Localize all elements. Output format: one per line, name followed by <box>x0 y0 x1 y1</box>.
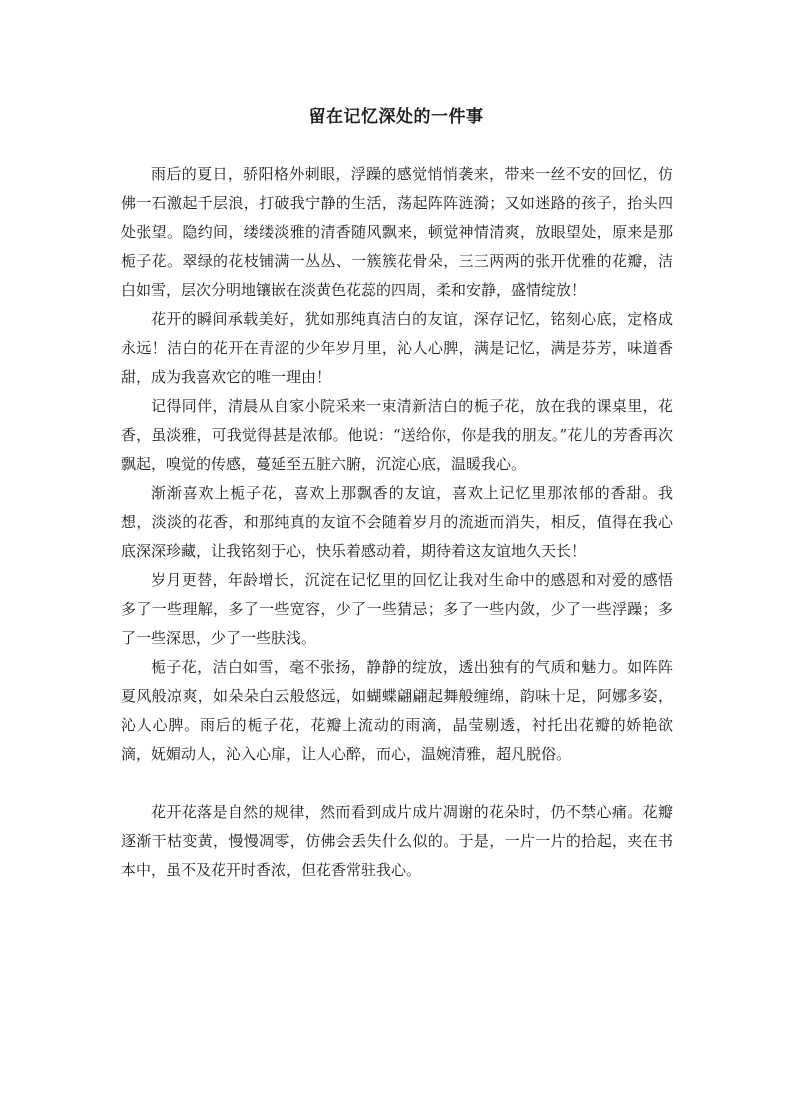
page-title: 留在记忆深处的一件事 <box>308 107 484 127</box>
article-body <box>121 160 673 885</box>
paragraph-2: 花开的瞬间承载美好，犹如那纯真洁白的友谊，深存记忆，铭刻心底，定格成永远！洁白的花开在青涩的少年岁月里，沁人心脾，满是记忆，满是芬芳，味道香甜，成为我喜欢它的唯一理由！ <box>121 310 673 386</box>
paragraph-3: 记得同伴，清晨从自家小院采来一束清新洁白的栀子花，放在我的课桌里，花香，虽淡雅，可我觉得甚是浓郁。他说：“送给你，你是我的朋友。”花儿的芳香再次飘起，嗅觉的传感，蔓延至五脏六腑，沉淀心底，温暖我心。 <box>121 397 673 473</box>
paragraph-6: 栀子花，洁白如雪，毫不张扬，静静的绽放，透出独有的气质和魅力。如阵阵夏风般凉爽，如朵朵白云般悠远，如蝴蝶翩翩起舞般缠绵，韵味十足，阿娜多姿，沁人心脾。雨后的栀子花，花瓣上流动的雨滴，晶莹剔透，衬托出花瓣的娇艳欲滴，妩媚动人，沁入心扉，让人心醉，而心，温婉清雅，超凡脱俗。 <box>121 658 673 763</box>
paragraph-7: 花开花落是自然的规律，然而看到成片成片凋谢的花朵时，仍不禁心痛。花瓣逐渐干枯变黄，慢慢凋零，仿佛会丢失什么似的。于是，一片一片的拾起，夹在书本中，虽不及花开时香浓，但花香常驻我心。 <box>121 803 673 879</box>
paragraph-1: 雨后的夏日，骄阳格外刺眼，浮躁的感觉悄悄袭来，带来一丝不安的回忆，仿佛一石激起千层浪，打破我宁静的生活，荡起阵阵涟漪；又如迷路的孩子，抬头四处张望。隐约间，缕缕淡雅的清香随风飘来，顿觉神情清爽，放眼望处，原来是那栀子花。翠绿的花枝铺满一丛丛、一簇簇花骨朵，三三两两的张开优雅的花瓣，洁白如雪，层次分明地镶嵌在淡黄色花蕊的四周，柔和安静，盛情绽放！ <box>121 165 673 299</box>
paragraph-4: 渐渐喜欢上栀子花，喜欢上那飘香的友谊，喜欢上记忆里那浓郁的香甜。我想，淡淡的花香，和那纯真的友谊不会随着岁月的流逝而消失，相反，值得在我心底深深珍藏，让我铭刻于心，快乐着感动着，期待着这友谊地久天长！ <box>121 484 673 560</box>
paragraph-5: 岁月更替，年龄增长，沉淀在记忆里的回忆让我对生命中的感恩和对爱的感悟多了一些理解，多了一些宽容，少了一些猜忌；多了一些内敛，少了一些浮躁；多了一些深思，少了一些肤浅。 <box>121 571 673 647</box>
